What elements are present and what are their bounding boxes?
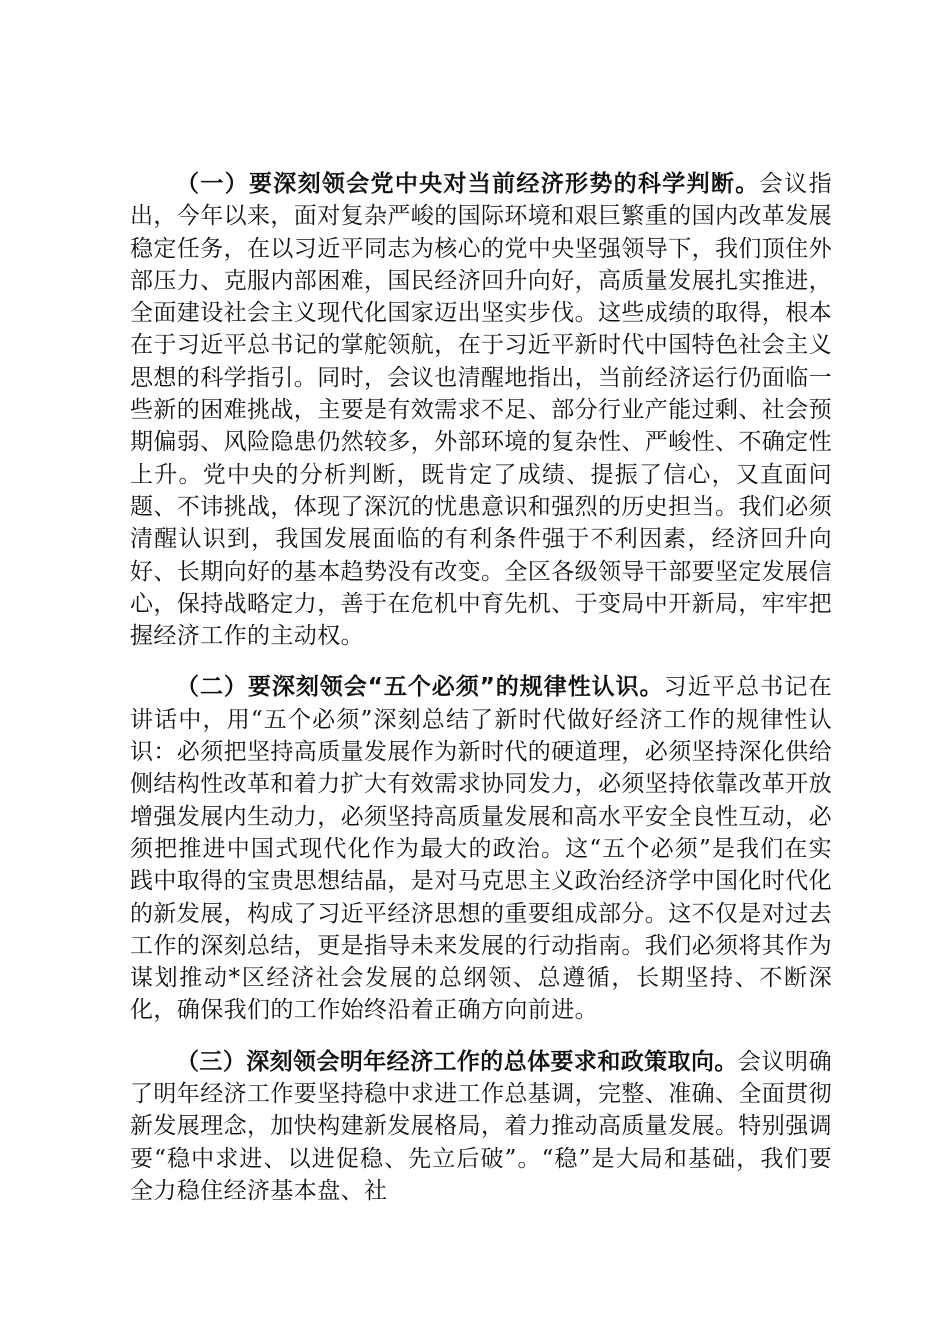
paragraph-3-text: 会议明确了明年经济工作要坚持稳中求进工作总基调，完整、准确、全面贯彻新发展理念，加快构建新发展格局，着力推动高质量发展。特别强调要“稳中求进、以进促稳、先立后破”。“稳”是大局和基础，我们要全力稳住经济基本盘、社 <box>130 1048 832 1204</box>
document-body <box>130 168 832 1207</box>
paragraph-1-text: 会议指出，今年以来，面对复杂严峻的国际环境和艰巨繁重的国内改革发展稳定任务，在以习近平同志为核心的党中央坚强领导下，我们顶住外部压力、克服内部困难，国民经济回升向好，高质量发展扎实推进，全面建设社会主义现代化国家迈出坚实步伐。这些成绩的取得，根本在于习近平总书记的掌舵领航，在于习近平新时代中国特色社会主义思想的科学指引。同时，会议也清醒地指出，当前经济运行仍面临一些新的困难挑战，主要是有效需求不足、部分行业产能过剩、社会预期偏弱、风险隐患仍然较多，外部环境的复杂性、严峻性、不确定性上升。党中央的分析判断，既肯定了成绩、提振了信心，又直面问题、不讳挑战，体现了深沉的忧患意识和强烈的历史担当。我们必须清醒认识到，我国发展面临的有利条件强于不利因素，经济回升向好、长期向好的基本趋势没有改变。全区各级领导干部要坚定发展信心，保持战略定力，善于在危机中育先机、于变局中开新局，牢牢把握经济工作的主动权。 <box>130 171 832 650</box>
paragraph-3 <box>130 1046 832 1207</box>
paragraph-1-heading: （一）要深刻领会党中央对当前经济形势的科学判断。 <box>176 171 760 197</box>
paragraph-1 <box>130 168 832 652</box>
paragraph-2-heading: （二）要深刻领会“五个必须”的规律性认识。 <box>176 674 664 701</box>
paragraph-2-text: 习近平总书记在讲话中，用“五个必须”深刻总结了新时代做好经济工作的规律性认识：必须把坚持高质量发展作为新时代的硬道理，必须坚持深化供给侧结构性改革和着力扩大有效需求协同发力，必须坚持依靠改革开放增强发展内生动力，必须坚持高质量发展和高水平安全良性互动，必须把推进中国式现代化作为最大的政治。这“五个必须”是我们在实践中取得的宝贵思想结晶，是对马克思主义政治经济学中国化时代化的新发展，构成了习近平经济思想的重要组成部分。这不仅是对过去工作的深刻总结，更是指导未来发展的行动指南。我们必须将其作为谋划推动*区经济社会发展的总纲领、总遵循，长期坚持、不断深化，确保我们的工作始终沿着正确方向前进。 <box>130 674 832 1024</box>
paragraph-2 <box>130 671 832 1026</box>
paragraph-3-heading: （三）深刻领会明年经济工作的总体要求和政策取向。 <box>176 1048 738 1075</box>
